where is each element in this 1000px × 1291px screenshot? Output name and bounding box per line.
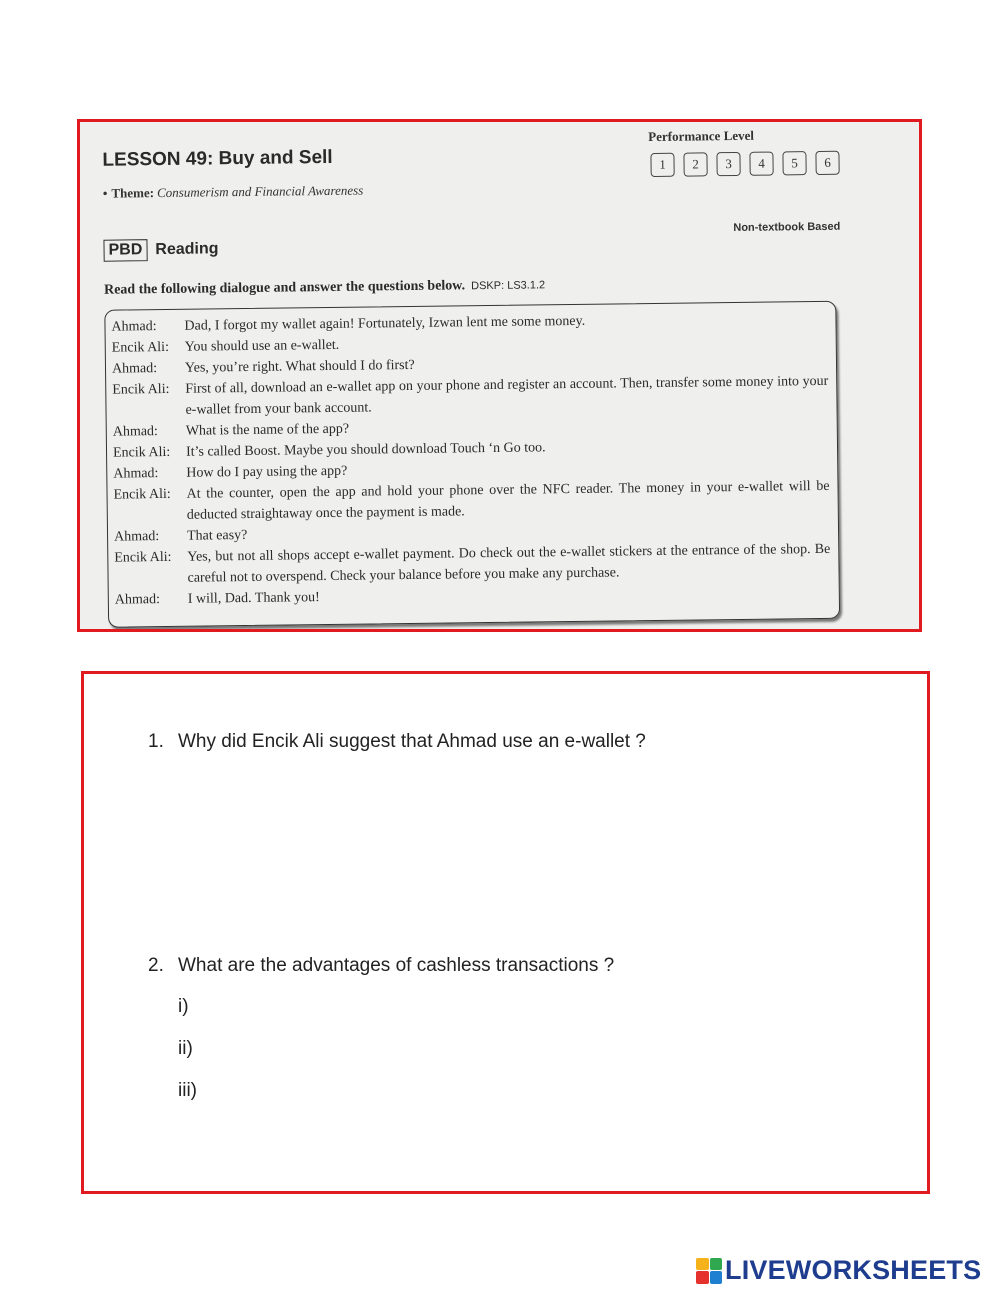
level-box: 2 [683,152,707,176]
logo-tile [710,1271,723,1284]
performance-level-label: Performance Level [648,127,755,145]
dialogue-box [104,301,840,628]
speaker-name: Ahmad: [111,319,157,335]
dialogue-text: You should use an e-wallet. [184,337,340,355]
dialogue-text: That easy? [186,527,248,544]
performance-level-boxes [650,151,839,177]
question-text: Why did Encik Ali suggest that Ahmad use an e-wallet ? [178,731,646,752]
liveworksheets-logo [696,1255,981,1286]
level-box: 4 [749,152,773,176]
speaker-name: Encik Ali: [112,381,170,398]
level-box: 1 [650,153,674,177]
non-textbook-label: Non-textbook Based [733,220,841,235]
theme-label: Theme: [111,185,155,201]
theme-line: • Theme: Consumerism and Financial Awareness [102,182,364,201]
dskp-code: DSKP: LS3.1.2 [471,279,546,293]
logo-text: LIVEWORKSHEETS [725,1255,982,1285]
dialogue-text: At the counter, open the app and hold your phone over the NFC reader. The money in your e-wallet will be deducted straightaway once the payment is made. [186,478,830,523]
textbook-excerpt [77,119,922,632]
dialogue-text: What is the name of the app? [185,421,350,439]
question-1 [148,731,646,753]
speaker-name: Encik Ali: [114,549,172,566]
logo-icon [696,1258,722,1284]
question-number: 1. [148,731,164,752]
section-title: Reading [155,240,219,259]
question-text: What are the advantages of cashless transactions ? [178,955,615,976]
level-box: 5 [782,151,806,175]
question-2 [148,955,614,977]
dialogue-text: I will, Dad. Thank you! [187,590,320,607]
logo-tile [696,1258,709,1271]
speaker-name: Encik Ali: [112,444,171,461]
speaker-name: Encik Ali: [111,339,170,356]
answer-label-iii: iii) [178,1080,197,1101]
level-box: 3 [716,152,740,176]
instruction [104,277,545,298]
questions-box [81,671,930,1194]
logo-tile [696,1271,709,1284]
speaker-name: Ahmad: [111,361,158,377]
level-box: 6 [815,151,839,175]
question-number: 2. [148,955,164,976]
theme-value: Consumerism and Financial Awareness [156,182,364,201]
speaker-name: Ahmad: [112,424,158,440]
dialogue-text: Yes, but not all shops accept e-wallet payment. Do check out the e-wallet stickers at the entrance of the shop. Be careful not to overspend. Check your balance before you make any purchase. [187,541,831,586]
dialogue-text: How do I pay using the app? [186,463,348,481]
speaker-name: Ahmad: [113,529,160,545]
dialogue-text: It’s called Boost. Maybe you should download Touch ‘n Go too. [185,440,546,460]
speaker-name: Ahmad: [113,466,159,482]
logo-tile [710,1258,723,1271]
section-header [103,238,218,261]
answer-label-i: i) [178,996,189,1017]
dialogue-text: First of all, download an e-wallet app on your phone and register an account. Then, transfer some money into your e-wallet from your bank account. [185,373,829,418]
pbd-badge: PBD [103,239,147,262]
answer-label-ii: ii) [178,1038,193,1059]
speaker-name: Ahmad: [114,592,161,608]
dialogue-text: Dad, I forgot my wallet again! Fortunately, Izwan lent me some money. [184,313,586,334]
speaker-name: Encik Ali: [113,486,171,503]
instruction-text: Read the following dialogue and answer the questions below. [103,278,466,298]
lesson-title: LESSON 49: Buy and Sell [102,146,333,171]
dialogue-text: Yes, you’re right. What should I do first? [184,357,415,376]
